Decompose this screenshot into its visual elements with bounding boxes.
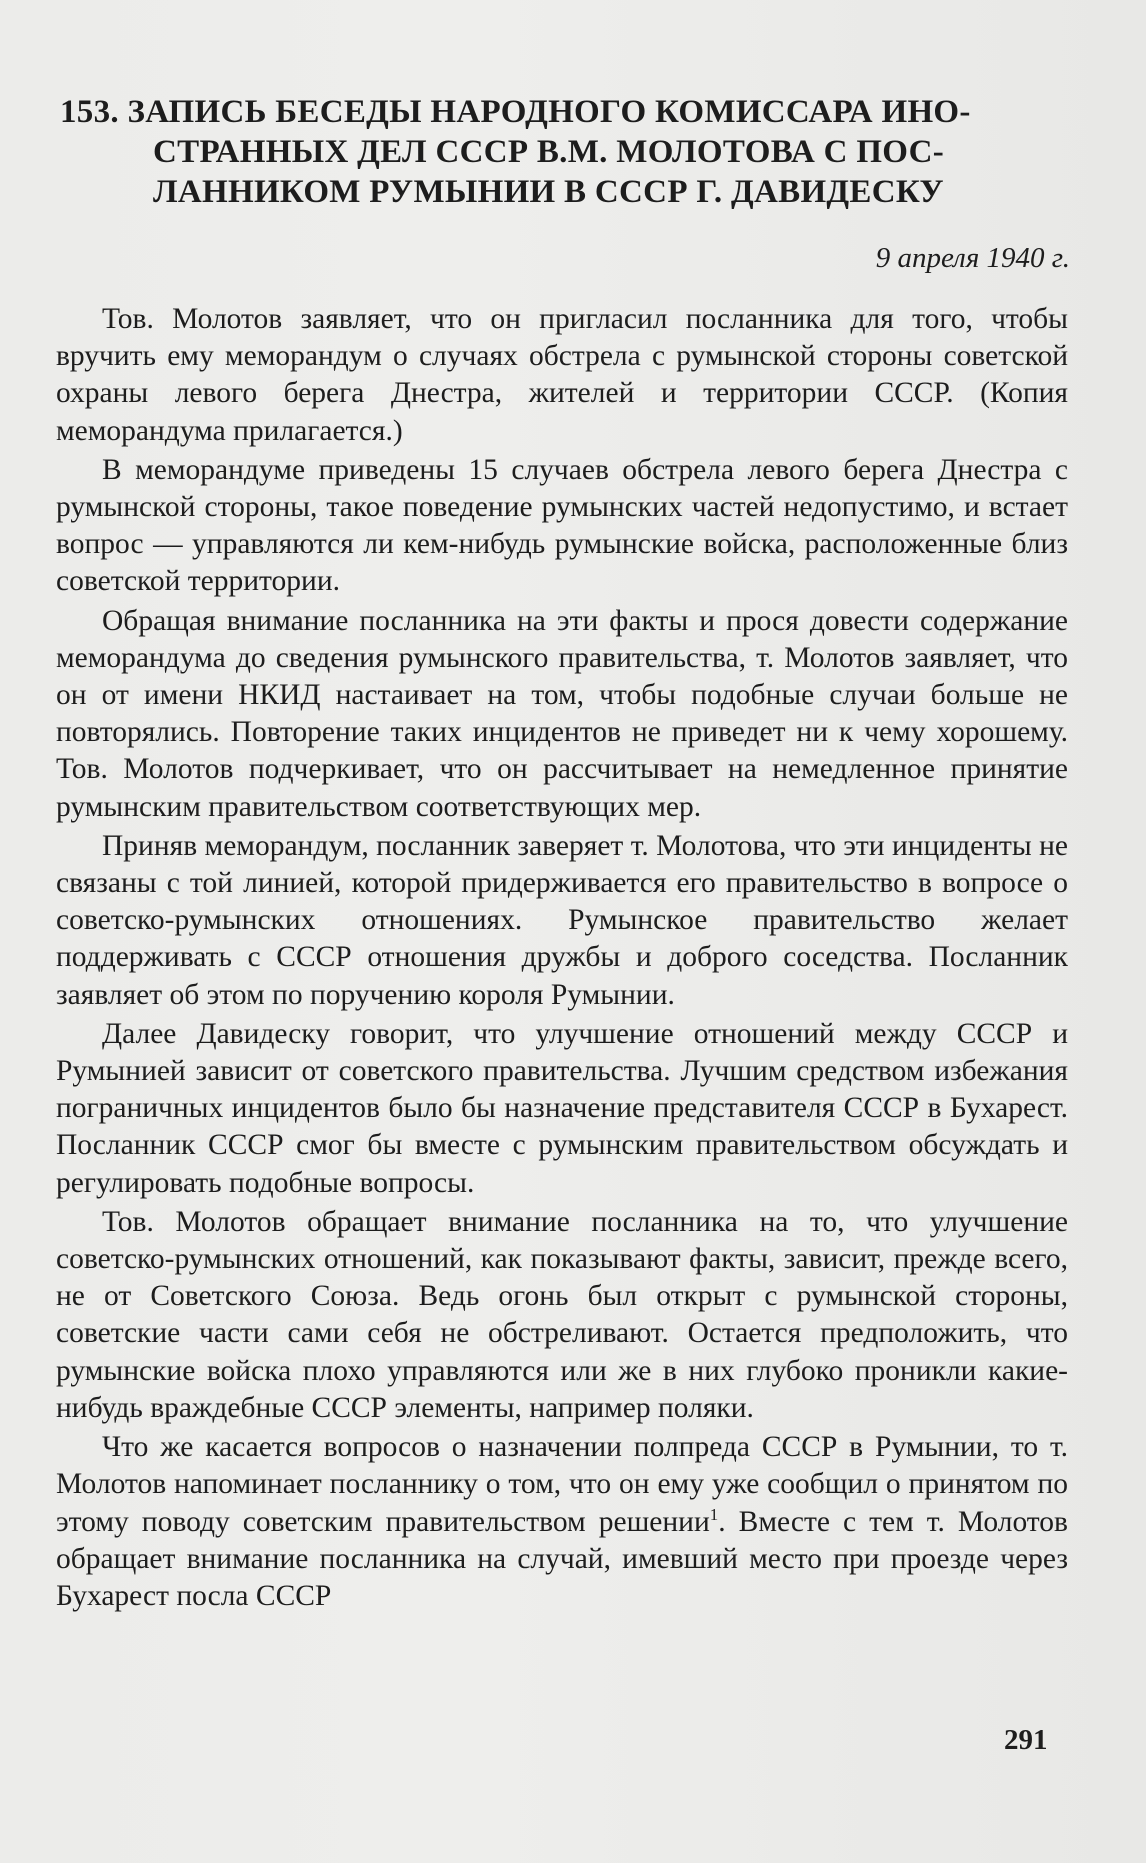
- page-number: 291: [1004, 1724, 1048, 1756]
- title-line-1: 153. ЗАПИСЬ БЕСЕДЫ НАРОДНОГО КОМИССАРА ИНО-: [60, 94, 971, 130]
- document-title: [60, 92, 1072, 212]
- paragraph-7-part-1: Что же касается вопросов о назначении полпреда СССР в Румынии, то т. Молотов напоминает посланнику о том, что он ему уже сообщил о принятом по этому поводу советским правительством решении: [56, 1431, 1068, 1538]
- paragraph-4: Приняв меморандум, посланник заверяет т. Молотова, что эти инциденты не связаны с той линией, которой придерживается его правительство в вопросе о советско-румынских отношениях. Румынское правительство желает поддерживать с СССР отношения дружбы и доброго соседства. Посланник заявляет об этом по поручению короля Румынии.: [56, 829, 1068, 1011]
- paragraph-3: Обращая внимание посланника на эти факты и прося довести содержание меморандума до сведения румынского правительства, т. Молотов заявляет, что он от имени НКИД настаивает на том, чтобы подобные случаи больше не повторялись. Повторение таких инцидентов не приведет ни к чему хорошему. Тов. Молотов подчеркивает, что он рассчитывает на немедленное принятие румынским правительством соответствующих мер.: [56, 604, 1068, 823]
- paragraph-7: [56, 1429, 1068, 1615]
- footnote-marker[interactable]: 1: [709, 1504, 719, 1524]
- document-date: 9 апреля 1940 г.: [875, 242, 1070, 274]
- title-line-2: СТРАННЫХ ДЕЛ СССР В.М. МОЛОТОВА С ПОС-: [153, 134, 945, 170]
- title-line-3: ЛАННИКОМ РУМЫНИИ В СССР Г. ДАВИДЕСКУ: [153, 174, 944, 210]
- paragraph-6: Тов. Молотов обращает внимание посланника на то, что улучшение советско-румынских отношений, как показывают факты, зависит, прежде всего, не от Советского Союза. Ведь огонь был открыт с румынской стороны, советские части сами себя не обстреливают. Остается предположить, что румынские войска плохо управляются или же в них глубоко проникли какие-нибудь враждебные СССР элементы, например поляки.: [56, 1205, 1068, 1424]
- paragraph-2: В меморандуме приведены 15 случаев обстрела левого берега Днестра с румынской стороны, такое поведение румынских частей недопустимо, и встает вопрос — управляются ли кем-нибудь румынские войска, расположенные близ советской территории.: [56, 453, 1068, 598]
- document-body: [56, 301, 1068, 1617]
- paragraph-1: Тов. Молотов заявляет, что он пригласил посланника для того, чтобы вручить ему меморандум о случаях обстрела с румынской стороны советской охраны левого берега Днестра, жителей и территории СССР. (Копия меморандума прилагается.): [56, 303, 1068, 447]
- paragraph-7-part-2: . Вместе с тем т. Молотов обращает внимание посланника на случай, имевший место при проезде через Бухарест посла СССР: [56, 1505, 1068, 1612]
- paragraph-5: Далее Давидеску говорит, что улучшение отношений между СССР и Румынией зависит от советского правительства. Лучшим средством избежания пограничных инцидентов было бы назначение представителя СССР в Бухарест. Посланник СССР смог бы вместе с румынским правительством обсуждать и регулировать подобные вопросы.: [56, 1017, 1068, 1199]
